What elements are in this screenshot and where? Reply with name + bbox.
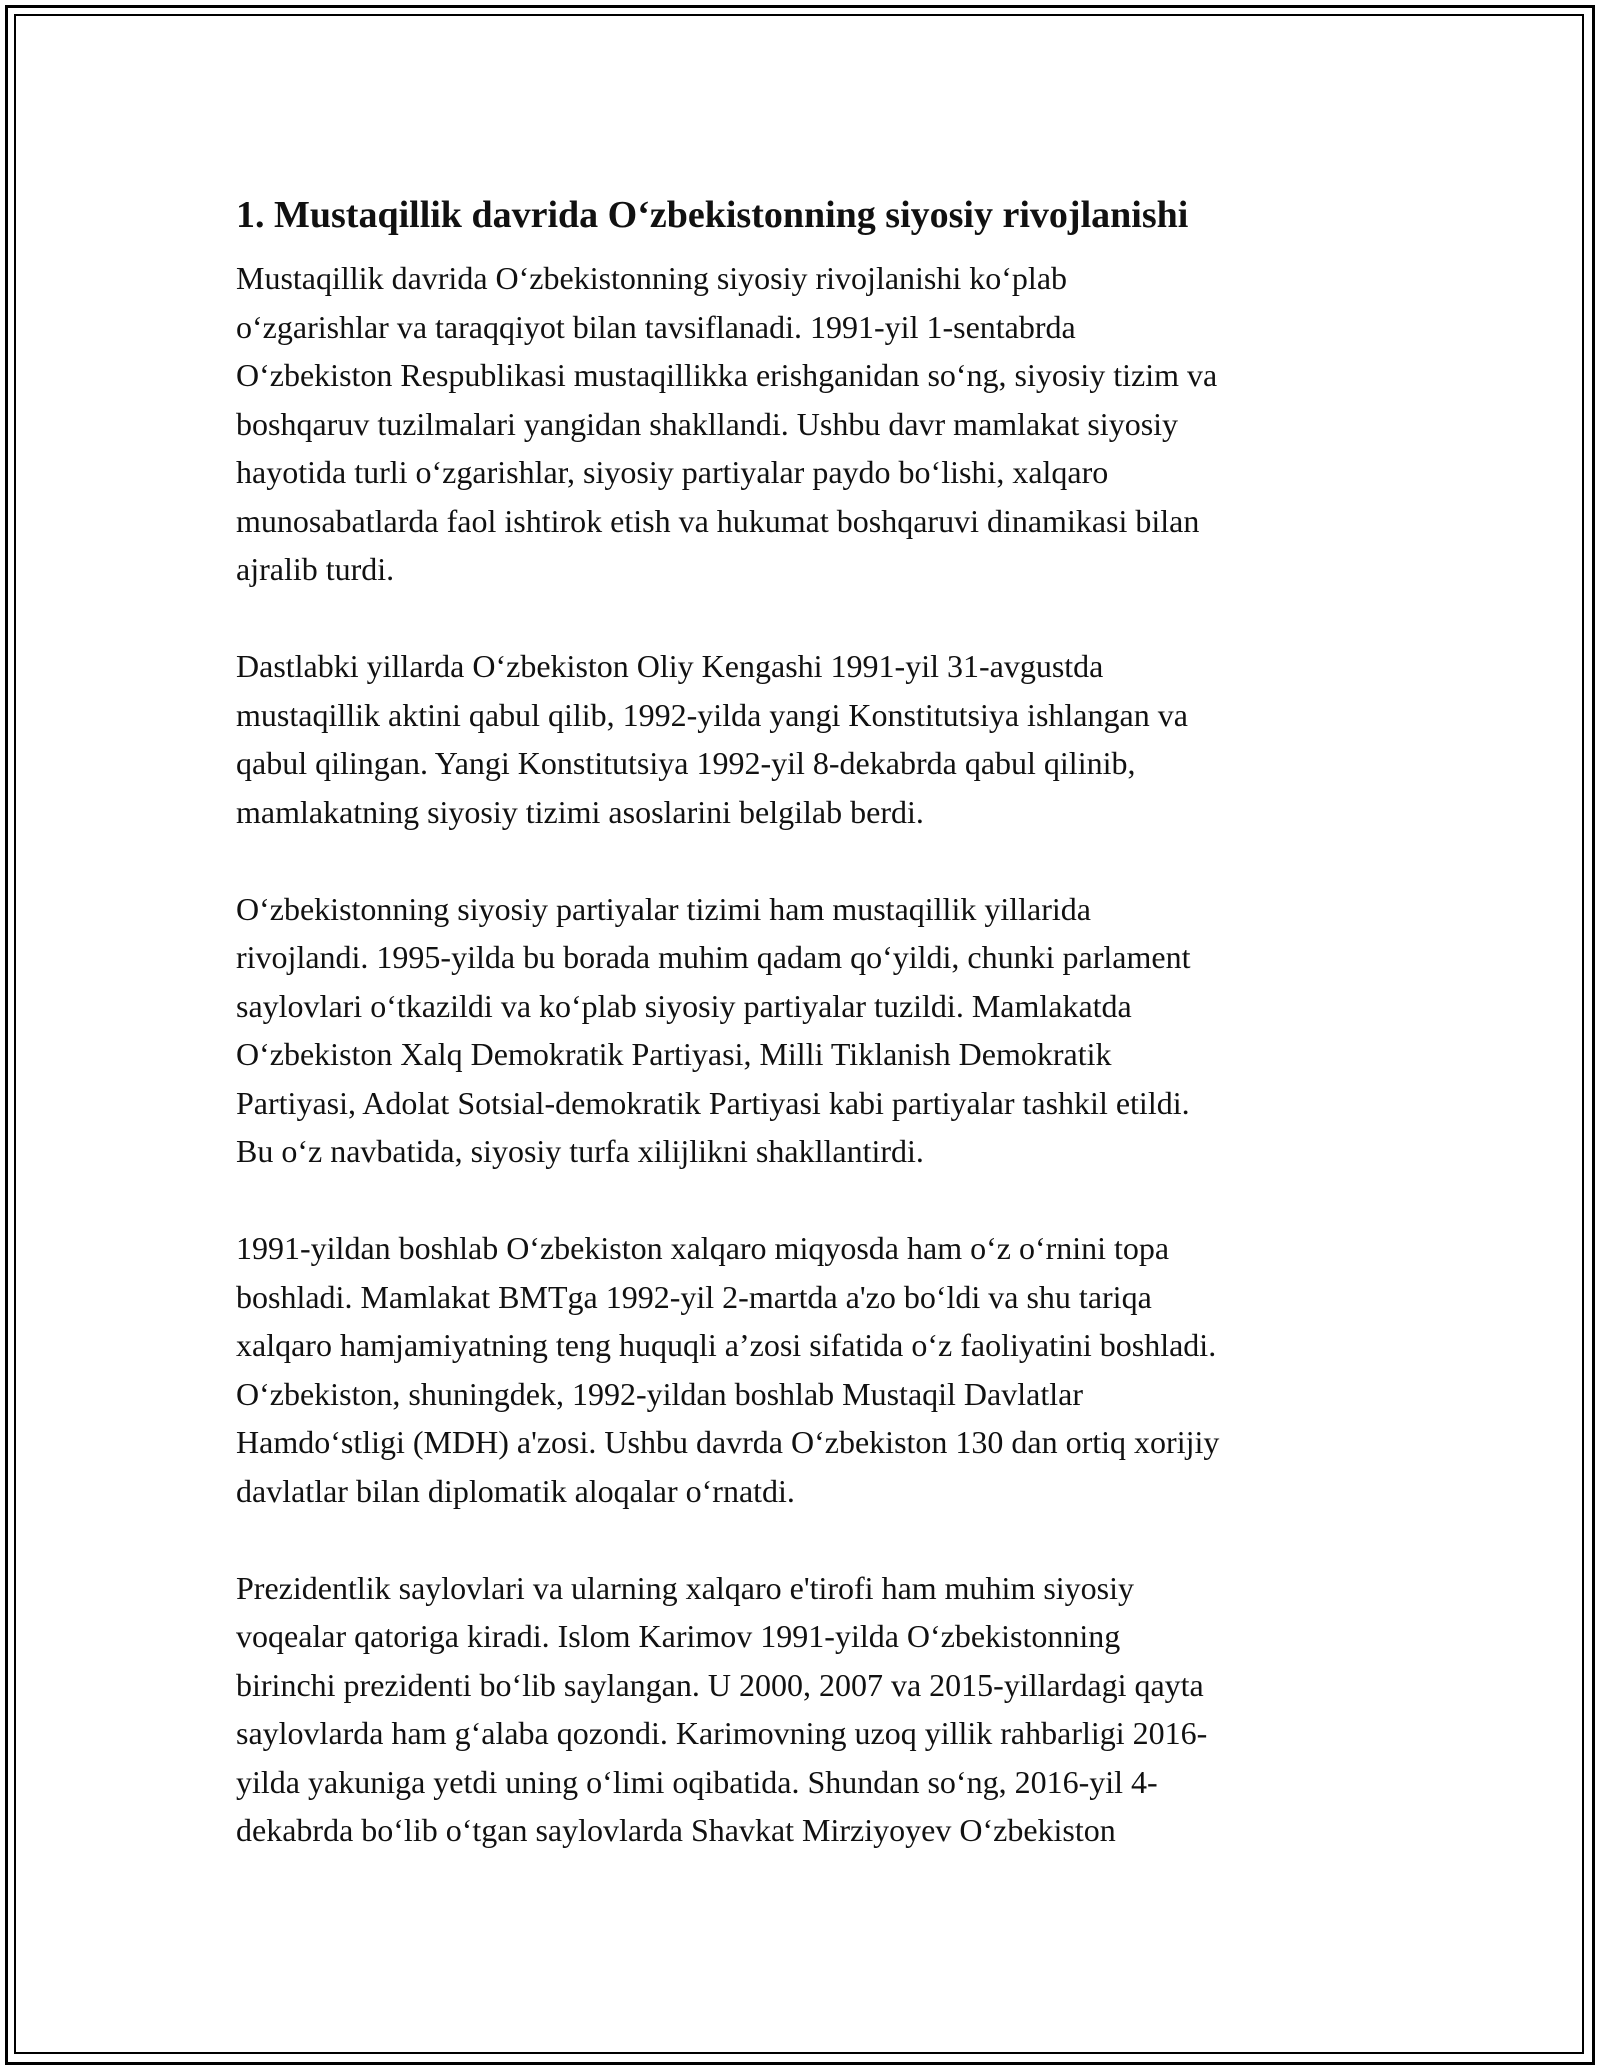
paragraph-independence-overview: Mustaqillik davrida O‘zbekistonning siyosiy rivojlanishi ko‘plab o‘zgarishlar va taraqqiyot bilan tavsiflanadi. 1991-yil 1-sentabrda O‘zbekiston Respublikasi mustaqillikka erishganidan so‘ng, siyosiy tizim va boshqaruv tuzilmalari yangidan shakllandi. Ushbu davr mamlakat siyosiy hayotida turli o‘zgarishlar, siyosiy partiyalar paydo bo‘lishi, xalqaro munosabatlarda faol ishtirok etish va hukumat boshqaruvi dinamikasi bilan ajralib turdi. xyxy=(236,260,1218,587)
paragraph-political-parties: O‘zbekistonning siyosiy partiyalar tizimi ham mustaqillik yillarida rivojlandi. 1995-yilda bu borada muhim qadam qo‘yildi, chunki parlament saylovlari o‘tkazildi va ko‘plab siyosiy partiyalar tuzildi. Mamlakatda O‘zbekiston Xalq Demokratik Partiyasi, Milli Tiklanish Demokratik Partiyasi, Adolat Sotsial-demokratik Partiyasi kabi partiyalar tashkil etildi. Bu o‘z navbatida, siyosiy turfa xilijlikni shakllantirdi. xyxy=(236,890,1191,1169)
paragraph-constitution: Dastlabki yillarda O‘zbekiston Oliy Kengashi 1991-yil 31-avgustda mustaqillik aktini qabul qilib, 1992-yilda yangi Konstitutsiya ishlangan va qabul qilingan. Yangi Konstitutsiya 1992-yil 8-dekabrda qabul qilinib, mamlakatning siyosiy tizimi asoslarini belgilab berdi. xyxy=(236,648,1188,830)
paragraph-international-relations: 1991-yildan boshlab O‘zbekiston xalqaro miqyosda ham o‘z o‘rnini topa boshladi. Mamlakat BMTga 1992-yil 2-martda a'zo bo‘ldi va shu tariqa xalqaro hamjamiyatning teng huquqli a’zosi sifatida o‘z faoliyatini boshladi. O‘zbekiston, shuningdek, 1992-yildan boshlab Mustaqil Davlatlar Hamdo‘stligi (MDH) a'zosi. Ushbu davrda O‘zbekiston 130 dan ortiq xorijiy davlatlar bilan diplomatik aloqalar o‘rnatdi. xyxy=(236,1230,1220,1509)
document-body xyxy=(236,180,1366,1855)
paragraph-presidential-elections: Prezidentlik saylovlari va ularning xalqaro e'tirofi ham muhim siyosiy voqealar qatoriga kiradi. Islom Karimov 1991-yilda O‘zbekistonning birinchi prezidenti bo‘lib saylangan. U 2000, 2007 va 2015-yillardagi qayta saylovlarda ham g‘alaba qozondi. Karimovning uzoq yillik rahbarligi 2016- yilda yakuniga yetdi uning o‘limi oqibatida. Shundan so‘ng, 2016-yil 4- dekabrda bo‘lib o‘tgan saylovlarda Shavkat Mirziyoyev O‘zbekiston xyxy=(236,1569,1208,1848)
section-heading: 1. Mustaqillik davrida O‘zbekistonning siyosiy rivojlanishi xyxy=(236,194,1189,236)
